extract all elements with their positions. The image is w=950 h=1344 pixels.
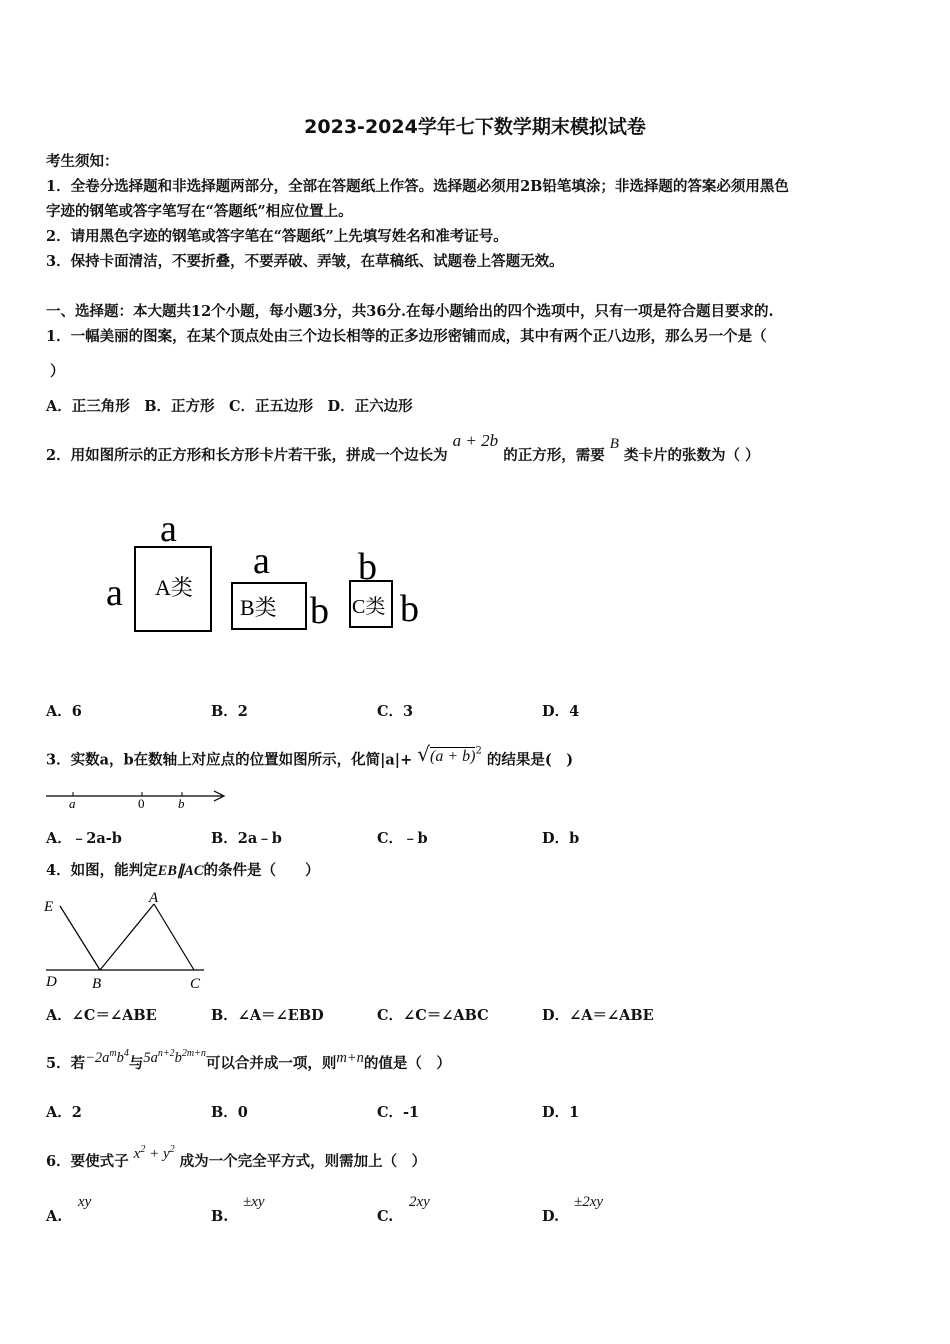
q4-label-c: C <box>190 976 201 992</box>
q5-term1-exp: m <box>109 1048 117 1059</box>
q6-option-c-value: 2xy <box>409 1194 430 1210</box>
q2-card-b-label: B类 <box>240 595 277 620</box>
q3-stem-b: 的结果是( ) <box>486 751 574 769</box>
q6-option-b-label: B. <box>211 1208 229 1225</box>
q5-option-c: C．-1 <box>377 1104 420 1121</box>
q1-options: A．正三角形 B．正方形 C．正五边形 D．正六边形 <box>46 398 413 415</box>
q2-label-b-right: b <box>310 590 329 632</box>
q4-option-c: C．∠C＝∠ABC <box>377 1007 489 1024</box>
q4-label-a: A <box>149 890 159 906</box>
q4-label-b: B <box>92 976 102 992</box>
q2-label-b-right2: b <box>400 588 419 630</box>
q3-axis-zero: 0 <box>138 796 145 811</box>
q5-stem <box>46 1050 451 1074</box>
q4-option-b: B．∠A＝∠EBD <box>211 1007 324 1024</box>
q3-stem <box>46 741 574 771</box>
q5-term3: m+n <box>336 1049 364 1066</box>
q3-axis-b: b <box>178 796 185 811</box>
q2-stem <box>46 431 760 466</box>
q3-radicand: (a + b) <box>430 747 476 765</box>
q6-expr-x-exp: 2 <box>140 1144 146 1155</box>
q5-option-d: D．1 <box>542 1104 580 1121</box>
q6-expr-x: x <box>133 1146 141 1162</box>
q6-expr-y: + y <box>145 1146 170 1162</box>
q2-stem-c: 类卡片的张数为（ ） <box>624 447 760 464</box>
q2-option-a: A．6 <box>46 703 82 720</box>
q6-option-d-label: D. <box>542 1208 560 1225</box>
q5-option-b: B．0 <box>211 1104 248 1121</box>
q5-term2-bexp: 2m+n <box>181 1048 206 1059</box>
q2-var: B <box>609 436 619 452</box>
q3-exp: 2 <box>475 745 482 756</box>
q4-line-ac <box>154 904 194 970</box>
q3-option-c: C．﹣b <box>377 830 428 847</box>
q5-option-a: A．2 <box>46 1104 82 1121</box>
q5-stem-c: 可以合并成一项，则 <box>205 1054 337 1072</box>
notice-line-1b: 字迹的钢笔或答字笔写在“答题纸”相应位置上。 <box>46 203 353 220</box>
q2-stem-b: 的正方形，需要 <box>503 447 605 464</box>
q5-stem-d: 的值是（ ） <box>363 1054 451 1072</box>
q6-stem <box>46 1144 427 1172</box>
q4-figure <box>42 888 212 996</box>
q2-label-a-top: a <box>160 508 177 550</box>
q4-line-ba <box>100 904 154 970</box>
section-heading: 一、选择题：本大题共12个小题，每小题3分，共36分.在每小题给出的四个选项中，只有一项是符合题目要求的. <box>46 303 774 320</box>
notice-heading: 考生须知： <box>46 153 119 170</box>
q4-label-d: D <box>46 974 57 990</box>
q5-stem-a: 5．若 <box>46 1054 86 1072</box>
q5-term2 <box>143 1050 205 1066</box>
q2-option-b: B．2 <box>211 703 248 720</box>
q4-stem <box>46 861 320 881</box>
q2-stem-a: 2．用如图所示的正方形和长方形卡片若干张，拼成一个边长为 <box>46 447 448 464</box>
q2-card-c-label: C类 <box>352 596 386 618</box>
q3-number-line <box>44 785 234 813</box>
q6-option-d-value: ±2xy <box>574 1194 604 1210</box>
q6-option-b-value: ±xy <box>243 1194 265 1210</box>
q5-term1-b: b <box>116 1049 124 1066</box>
q4-expr: EB∥AC <box>157 863 204 879</box>
q5-term2-base: 5a <box>143 1049 158 1066</box>
q4-stem-b: 的条件是（ ） <box>203 862 320 879</box>
q6-option-a-label: A. <box>46 1208 63 1225</box>
q4-option-a: A．∠C＝∠ABE <box>46 1007 157 1024</box>
q5-term1-bexp: 4 <box>123 1048 129 1059</box>
q5-term1-base: −2a <box>85 1049 110 1066</box>
notice-line-1a: 1．全卷分选择题和非选择题两部分，全部在答题纸上作答。选择题必须用2B铅笔填涂；非选择题的答案必须用黑色 <box>46 178 789 195</box>
q4-option-d: D．∠A＝∠ABE <box>542 1007 654 1024</box>
q3-sqrt: $√(a + b)^2$ <box>417 741 482 766</box>
q1-stem: 1．一幅美丽的图案，在某个顶点处由三个边长相等的正多边形密铺而成，其中有两个正八边形，那么另一个是（ <box>46 328 767 345</box>
q2-option-d: D．4 <box>542 703 580 720</box>
notice-line-2: 2．请用黑色字迹的钢笔或答字笔在“答题纸”上先填写姓名和准考证号。 <box>46 228 508 245</box>
q5-term2-b: b <box>174 1049 182 1066</box>
page-title: 2023-2024学年七下数学期末模拟试卷 <box>304 116 646 138</box>
q6-expr-y-exp: 2 <box>169 1144 175 1155</box>
q6-stem-a: 6．要使式子 <box>46 1153 129 1170</box>
q3-stem-a: 3．实数a，b在数轴上对应点的位置如图所示，化简|a|+ <box>46 751 413 769</box>
q3-option-d: D．b <box>542 830 580 847</box>
q2-card-a-label: A类 <box>155 575 193 600</box>
q2-expr: a + 2b <box>452 431 499 450</box>
q2-label-a-top2: a <box>253 540 270 582</box>
q5-term2-exp: n+2 <box>157 1048 175 1059</box>
q6-option-a-value: xy <box>78 1194 92 1210</box>
q5-stem-b: 与 <box>128 1054 144 1072</box>
q2-option-c: C．3 <box>377 703 414 720</box>
q2-label-a-left: a <box>106 572 123 614</box>
q6-stem-b: 成为一个完全平方式，则需加上（ ） <box>179 1153 427 1170</box>
q2-label-b-top: b <box>358 546 377 588</box>
q6-option-c-label: C. <box>377 1208 394 1225</box>
q3-axis-a: a <box>69 796 76 811</box>
q3-option-b: B．2a﹣b <box>211 830 282 847</box>
q1-close: ） <box>50 363 65 380</box>
q6-expr <box>134 1146 175 1162</box>
q3-option-a: A．﹣2a-b <box>46 830 122 847</box>
q5-term1 <box>85 1050 129 1066</box>
q4-stem-a: 4．如图，能判定 <box>46 862 158 879</box>
q4-label-e: E <box>44 899 54 915</box>
q4-line-eb <box>60 906 100 970</box>
q2-figure <box>100 505 440 645</box>
notice-line-3: 3．保持卡面清洁，不要折叠，不要弄破、弄皱，在草稿纸、试题卷上答题无效。 <box>46 253 564 270</box>
